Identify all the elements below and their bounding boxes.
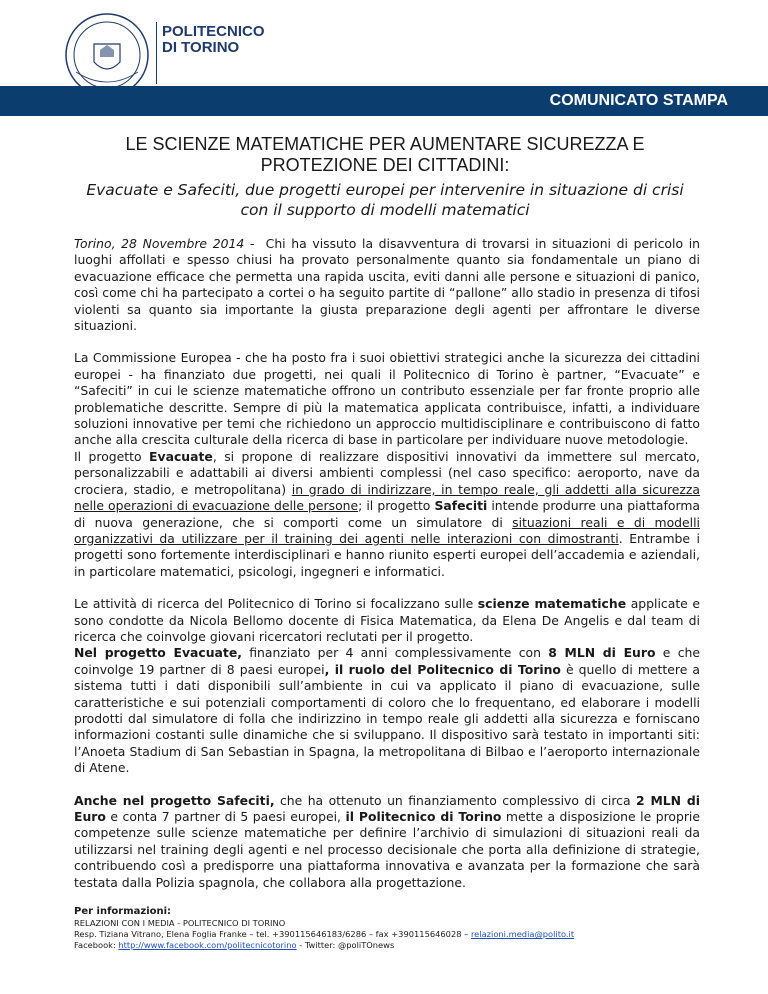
footer-phone-fax: Resp. Tiziana Vitrano, Elena Foglia Franke – tel. +390115646183/6286 – fax +390115646028 –: [74, 929, 471, 939]
document-title: LE SCIENZE MATEMATICHE PER AUMENTARE SICUREZZA E PROTEZIONE DEI CITTADINI:: [125, 134, 645, 175]
logo-wordmark: [162, 24, 265, 56]
press-release-banner: COMUNICATO STAMPA: [0, 86, 768, 116]
email-link[interactable]: relazioni.media@polito.it: [470, 929, 575, 939]
evacuate-role-bold: , il ruolo del Politecnico di Torino: [324, 661, 561, 677]
commission-text: La Commissione Europea - che ha posto fra i suoi obiettivi strategici anche la sicurezza dei cittadini europei - ha finanziato due progetti, nei quali il Politecnico di Torino è partner, “Evacuate” e “Safeciti” in cui le scienze matematiche offrono un contributo essenziale per far fronte proprio alle problematiche descritte. Sempre di più la matematica applicata contribuisce, infatti, a individuare soluzioni innovative per temi che richiedono un approccio multidisciplinare e contribuiscono di fatto anche alla crescita culturale della ricerca di base in particolare per individuare nuove metodologie.: [74, 350, 700, 448]
footer-twitter: - Twitter: @poliTOnews: [296, 940, 395, 950]
projects-text-a: Il progetto: [74, 448, 150, 464]
evacuate-bold: Evacuate: [149, 448, 213, 464]
footer-office: RELAZIONI CON I MEDIA - POLITECNICO DI TORINO: [74, 918, 286, 928]
paragraph-evacuate: [74, 645, 700, 776]
research-text-c: applicate e sono condotte da Nicola Bellomo docente di Fisica Matematica, da Elena De Angelis e dal team di ricerca che coinvolge giovani ricercatori reclutati per il progetto.: [74, 596, 700, 644]
evacuate-lead-bold: Nel progetto Evacuate,: [74, 645, 242, 661]
safeciti-lead-bold: Anche nel progetto Safeciti,: [74, 792, 275, 808]
research-bold: scienze matematiche: [477, 596, 627, 612]
safeciti-text-d: mette a disposizione le proprie competenze sulle scienze matematiche per definire l’archivio di simulazioni di situazioni reali da utilizzarsi nel training degli agenti e nel processo decisionale che porta alla definizione di strategie, contribuendo così a predisporre una piattaforma innovativa e avanzata per la formazione che sarà testata dalla Polizia spagnola, che collabora alla progettazione.: [74, 809, 700, 890]
document-subtitle: Evacuate e Safeciti, due progetti europei per intervenire in situazione di crisi con il supporto di modelli matematici: [86, 181, 684, 219]
evacuate-text-c: e che coinvolge 19 partner di 8 paesi europei: [74, 645, 700, 677]
evacuate-text-a: finanziato per 4 anni complessivamente con: [241, 645, 549, 661]
paragraph-research: [74, 596, 700, 645]
logo-line-2: DI TORINO: [162, 39, 240, 56]
footer-contacts: [74, 929, 714, 940]
logo-divider: [156, 22, 157, 84]
article-body: [74, 236, 700, 907]
contact-footer: [74, 906, 714, 951]
facebook-link[interactable]: http://www.facebook.com/politecnicotorino: [118, 940, 297, 950]
evacuate-funding-bold: 8 MLN di Euro: [548, 645, 656, 661]
safeciti-text-a: che ha ottenuto un finanziamento complessivo di circa: [274, 792, 637, 808]
dateline: Torino, 28 Novembre 2014 -: [74, 236, 255, 251]
safeciti-funding-bold: 2 MLN di Euro: [74, 792, 700, 824]
evacuate-text-d: è quello di mettere a sistema tutti i dati disponibili sull’ambiente in cui va applicato il piano di evacuazione, sulle caratteristiche e sui potenziali comportamenti di coloro che lo frequentano, ed elaborare i modelli prodotti dal simulatore di folla che indirizzino in tempo reale gli addetti alla sicurezza e forniscano informazioni costanti sulle dinamiche che si sviluppano. Il dispositivo sarà testato in importanti siti: l’Anoeta Stadium di San Sebastian in Spagna, la metropolitana di Bilbao e l’aeroporto internazionale di Atene.: [74, 661, 700, 776]
projects-text-c: , si propone di realizzare dispositivi innovativi da immettere sul mercato, personalizzabili e adattabili ai diversi ambienti complessi (nel caso specifico: aeroporto, nave da crociera, stadio, e metropolitana): [74, 448, 700, 497]
paragraph-intro: [74, 236, 700, 334]
research-text-a: Le attività di ricerca del Politecnico di Torino si focalizzano sulle: [74, 596, 478, 612]
projects-text-e: intende produrre una piattaforma di nuova generazione, che si comporti come un simulatore di: [74, 498, 700, 530]
paragraph-commission: [74, 350, 700, 448]
safeciti-bold: Safeciti: [434, 498, 488, 514]
projects-text-f: . Entrambe i progetti sono fortemente interdisciplinari e hanno riunito esperti europei dell’accademia e aziendali, in particolare matematici, psicologi, ingegneri e informatici.: [74, 530, 700, 579]
intro-text: Chi ha vissuto la disavventura di trovarsi in situazioni di pericolo in luoghi affollati e spesso chiusi ha provato personalmente quanto sia fondamentale un piano di evacuazione efficace che permetta una rapida uscita, eviti danni alle persone e situazioni di panico, così come chi ha partecipato a cortei o ha seguito partite di “pallone” allo stadio in presenza di tifosi violenti sa quanto sia importante la giusta preparazione degli agenti per affrontare le diverse situazioni.: [74, 236, 700, 334]
footer-social: [74, 940, 714, 951]
paragraph-projects: [74, 449, 700, 580]
logo-line-1: POLITECNICO: [162, 23, 265, 40]
safeciti-text-c: e conta 7 partner di 5 paesi europei,: [105, 809, 346, 824]
projects-text-d: ; il progetto: [358, 498, 435, 514]
paragraph-safeciti: [74, 793, 700, 891]
safeciti-underline: situazioni reali e di modelli organizzativi da utilizzare per il training dei agenti nelle interazioni con dimostranti: [74, 514, 700, 546]
footer-heading: Per informazioni:: [74, 906, 172, 917]
safeciti-role-bold: il Politecnico di Torino: [345, 809, 502, 824]
evacuate-underline: in grado di indirizzare, in tempo reale, gli addetti alla sicurezza nelle operazioni di evacuazione delle persone: [74, 481, 700, 514]
footer-facebook-label: Facebook:: [74, 940, 119, 950]
